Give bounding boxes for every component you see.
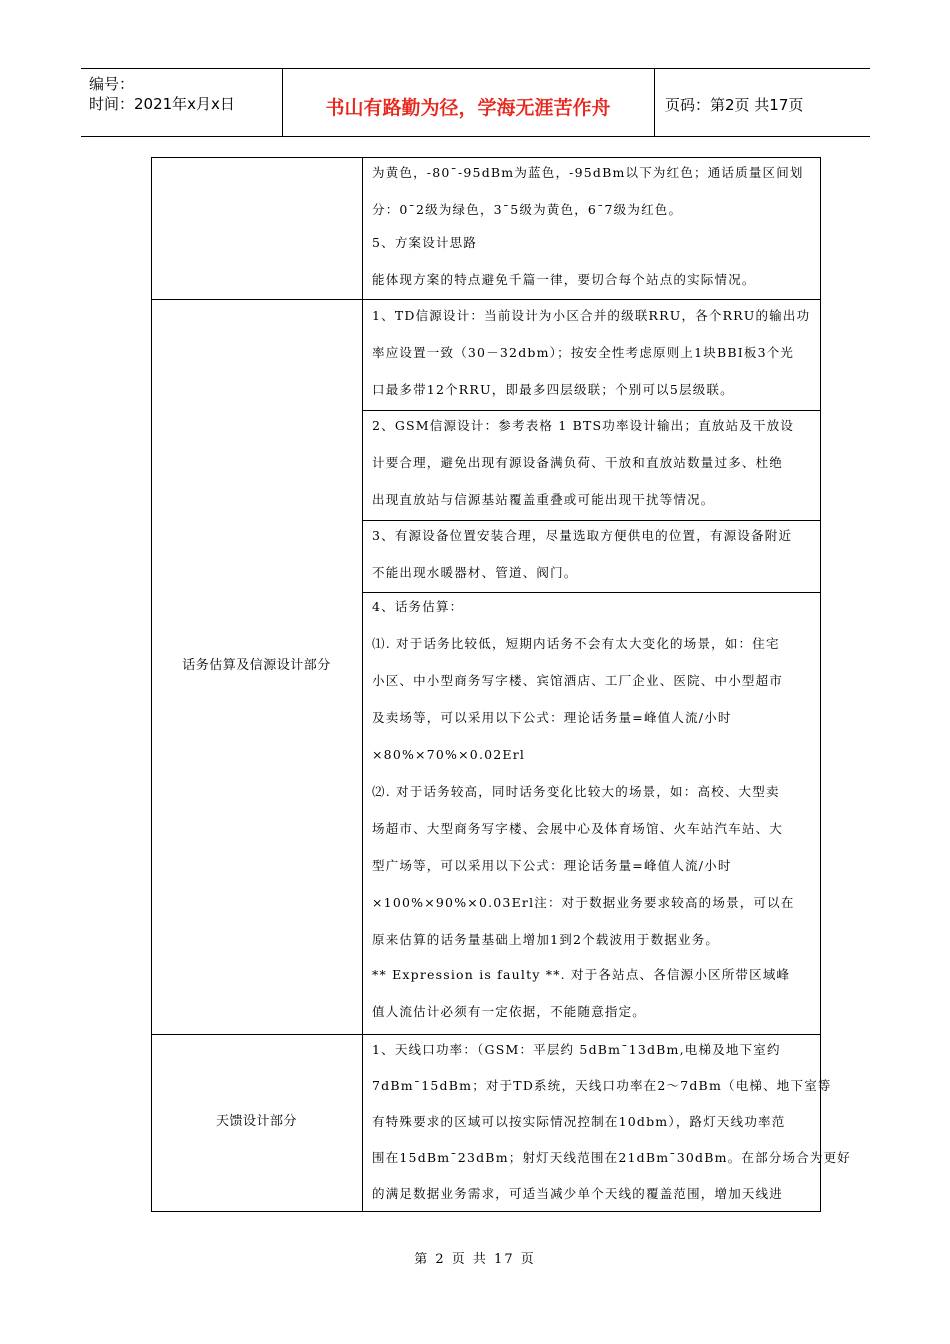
text-line: 率应设置一致（30－32dbm）；按安全性考虑原则上1块BBI板3个光 [372, 345, 795, 360]
text-line: 原来估算的话务量基础上增加1到2个载波用于数据业务。 [372, 932, 720, 947]
text-line: 的满足数据业务需求，可适当减少单个天线的覆盖范围，增加天线进 [372, 1186, 784, 1201]
text-line: 为黄色，-80¯-95dBm为蓝色，-95dBm以下为红色；通话质量区间划 [372, 165, 804, 180]
text-line: ×100%×90%×0.03Erl注：对于数据业务要求较高的场景，可以在 [372, 895, 795, 910]
text-line: ** Expression is faulty **. 对于各站点、各信源小区所带区域峰 [372, 967, 791, 982]
text-line: 型广场等，可以采用以下公式：理论话务量=峰值人流/小时 [372, 858, 732, 873]
text-line: 不能出现水暖器材、管道、阀门。 [372, 565, 578, 580]
cell-divider [362, 410, 821, 411]
page-footer: 第 2 页 共 17 页 [414, 1252, 536, 1267]
section-label-antenna: 天馈设计部分 [215, 1114, 297, 1129]
text-line: 7dBm¯15dBm；对于TD系统，天线口功率在2～7dBm（电梯、地下室等 [372, 1078, 832, 1093]
header-motto: 书山有路勤为径，学海无涯苦作舟 [325, 97, 611, 119]
page-header [81, 68, 870, 137]
text-line: 3、有源设备位置安装合理，尽量选取方便供电的位置，有源设备附近 [372, 528, 793, 543]
table-row [151, 1034, 851, 1212]
table-row [151, 157, 821, 300]
text-line: 计要合理，避免出现有源设备满负荷、干放和直放站数量过多、杜绝 [372, 455, 784, 470]
header-page-info: 页码：第2页 共17页 [665, 96, 804, 114]
text-line: 2、GSM信源设计：参考表格 1 BTS功率设计输出；直放站及干放设 [372, 418, 795, 433]
text-line: 分：0¯2级为绿色，3¯5级为黄色，6¯7级为红色。 [372, 202, 683, 217]
document-time-label: 时间：2021年x月x日 [89, 95, 235, 113]
text-line: 及卖场等，可以采用以下公式：理论话务量=峰值人流/小时 [372, 710, 732, 725]
text-line: 出现直放站与信源基站覆盖重叠或可能出现干扰等情况。 [372, 492, 715, 507]
text-line: 场超市、大型商务写字楼、会展中心及体育场馆、火车站汽车站、大 [372, 821, 784, 836]
cell-divider [362, 592, 821, 593]
document-number-label: 编号： [89, 75, 135, 93]
text-line: 1、TD信源设计：当前设计为小区合并的级联RRU，各个RRU的输出功 [372, 308, 811, 323]
text-line: ⑵. 对于话务较高，同时话务变化比较大的场景，如：高校、大型卖 [372, 784, 780, 799]
text-line: 能体现方案的特点避免千篇一律，要切合每个站点的实际情况。 [372, 272, 756, 287]
text-line: ×80%×70%×0.02Erl [372, 747, 526, 762]
text-line: 有特殊要求的区域可以按实际情况控制在10dbm），路灯天线功率范 [372, 1114, 786, 1129]
text-line: 围在15dBm¯23dBm；射灯天线范围在21dBm¯30dBm。在部分场合为更好 [372, 1150, 851, 1165]
text-line: 口最多带12个RRU，即最多四层级联；个别可以5层级联。 [372, 382, 734, 397]
header-divider [654, 69, 655, 136]
table-row [151, 299, 821, 1019]
cell-divider [362, 520, 821, 521]
text-line: 值人流估计必须有一定依据，不能随意指定。 [372, 1004, 647, 1019]
section-label-traffic: 话务估算及信源设计部分 [182, 658, 331, 673]
text-line: 小区、中小型商务写字楼、宾馆酒店、工厂企业、医院、中小型超市 [372, 673, 784, 688]
text-line: 5、方案设计思路 [372, 235, 478, 250]
text-line: 4、话务估算： [372, 599, 464, 614]
text-line: ⑴. 对于话务比较低，短期内话务不会有太大变化的场景，如：住宅 [372, 636, 780, 651]
text-line: 1、天线口功率：（GSM：平层约 5dBm¯13dBm,电梯及地下室约 [372, 1042, 781, 1057]
